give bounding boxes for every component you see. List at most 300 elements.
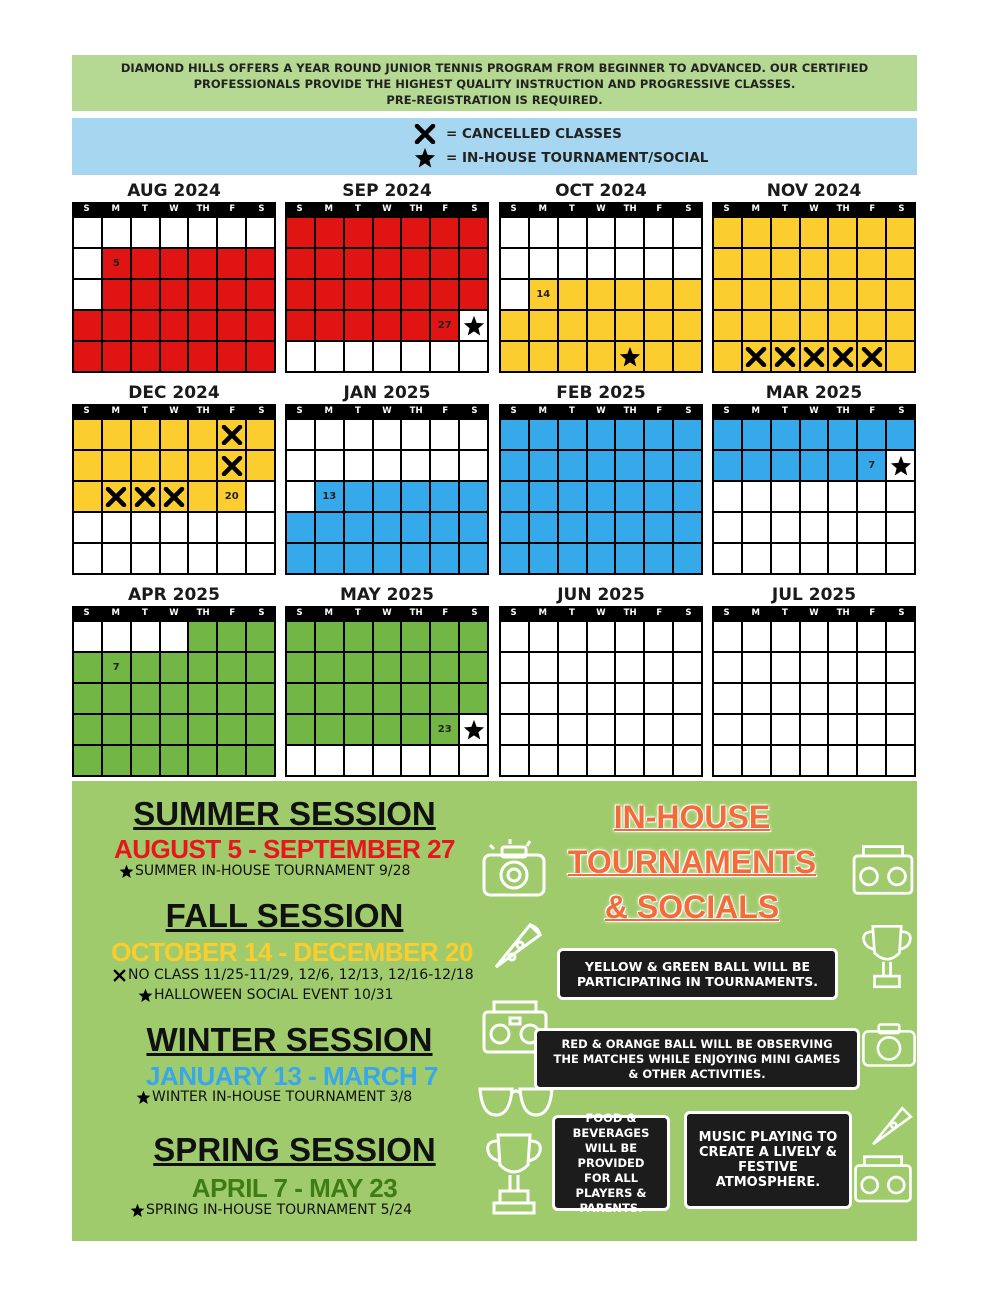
month-calendar bbox=[285, 584, 489, 777]
day-cell bbox=[616, 249, 645, 280]
day-cell bbox=[74, 420, 103, 451]
day-cell bbox=[530, 544, 559, 575]
day-cell bbox=[559, 513, 588, 544]
weekday-label: TH bbox=[409, 406, 423, 416]
day-cell bbox=[345, 684, 374, 715]
day-cell bbox=[402, 513, 431, 544]
day-cell bbox=[316, 420, 345, 451]
month-title: OCT 2024 bbox=[555, 181, 647, 201]
day-cell bbox=[345, 544, 374, 575]
day-cell bbox=[316, 653, 345, 684]
day-cell bbox=[287, 653, 316, 684]
x-mark-icon bbox=[134, 487, 156, 507]
day-cell bbox=[559, 451, 588, 482]
day-cell bbox=[316, 746, 345, 777]
day-cell bbox=[460, 684, 489, 715]
day-cell bbox=[431, 482, 460, 513]
day-cell bbox=[801, 513, 830, 544]
day-cell bbox=[616, 544, 645, 575]
weekday-label: F bbox=[869, 406, 876, 416]
boombox-icon bbox=[852, 1151, 914, 1205]
star-icon bbox=[117, 863, 135, 879]
weekday-label: S bbox=[258, 608, 265, 618]
day-cell bbox=[287, 746, 316, 777]
weekday-label: T bbox=[354, 406, 361, 416]
weekday-label: W bbox=[596, 406, 606, 416]
day-cell bbox=[402, 684, 431, 715]
weekday-label: TH bbox=[409, 608, 423, 618]
day-cell bbox=[588, 342, 617, 373]
spring-session-dates: APRIL 7 - MAY 23 bbox=[191, 1173, 398, 1203]
day-cell bbox=[616, 746, 645, 777]
day-cell bbox=[460, 715, 489, 746]
day-cell bbox=[132, 513, 161, 544]
day-cell bbox=[161, 684, 190, 715]
weekday-header bbox=[499, 606, 703, 620]
day-cell bbox=[772, 715, 801, 746]
weekday-label: TH bbox=[409, 204, 423, 214]
day-cell bbox=[829, 280, 858, 311]
day-number: 14 bbox=[536, 289, 551, 300]
day-cell bbox=[218, 715, 247, 746]
weekday-label: T bbox=[781, 608, 788, 618]
weekday-label: M bbox=[538, 204, 547, 214]
day-cell bbox=[501, 280, 530, 311]
day-cell bbox=[460, 513, 489, 544]
day-cell bbox=[103, 311, 132, 342]
day-cell bbox=[402, 218, 431, 249]
weekday-label: S bbox=[258, 204, 265, 214]
weekday-label: T bbox=[568, 608, 575, 618]
day-cell bbox=[74, 280, 103, 311]
day-cell bbox=[431, 653, 460, 684]
day-cell bbox=[714, 420, 743, 451]
day-cell bbox=[588, 544, 617, 575]
day-grid bbox=[499, 216, 703, 373]
day-cell bbox=[374, 451, 403, 482]
day-cell bbox=[616, 451, 645, 482]
day-number: 27 bbox=[437, 320, 452, 331]
month-title: SEP 2024 bbox=[342, 181, 432, 201]
winter-session-dates: JANUARY 13 - MARCH 7 bbox=[146, 1061, 438, 1091]
weekday-label: S bbox=[685, 204, 692, 214]
day-cell bbox=[858, 342, 887, 373]
day-cell bbox=[501, 482, 530, 513]
day-grid bbox=[499, 620, 703, 777]
day-cell bbox=[316, 218, 345, 249]
day-cell bbox=[103, 280, 132, 311]
weekday-label: S bbox=[510, 406, 517, 416]
x-mark-icon bbox=[803, 347, 825, 367]
day-cell bbox=[460, 653, 489, 684]
day-cell bbox=[316, 684, 345, 715]
day-cell bbox=[189, 746, 218, 777]
day-cell bbox=[287, 280, 316, 311]
day-cell bbox=[374, 622, 403, 653]
day-cell bbox=[674, 544, 703, 575]
day-cell bbox=[674, 622, 703, 653]
day-cell bbox=[801, 311, 830, 342]
day-cell bbox=[559, 653, 588, 684]
day-cell bbox=[887, 311, 916, 342]
weekday-label: W bbox=[382, 204, 392, 214]
day-cell bbox=[74, 622, 103, 653]
day-cell bbox=[530, 684, 559, 715]
day-cell bbox=[588, 249, 617, 280]
day-cell bbox=[132, 342, 161, 373]
day-cell bbox=[887, 746, 916, 777]
weekday-label: T bbox=[141, 608, 148, 618]
day-cell bbox=[829, 622, 858, 653]
pizza-icon bbox=[868, 1103, 916, 1151]
day-cell bbox=[287, 544, 316, 575]
day-cell bbox=[616, 420, 645, 451]
day-cell bbox=[287, 684, 316, 715]
day-cell bbox=[501, 218, 530, 249]
spring-session-title: SPRING SESSION bbox=[153, 1131, 436, 1168]
day-cell bbox=[460, 280, 489, 311]
day-cell bbox=[714, 249, 743, 280]
day-cell bbox=[431, 420, 460, 451]
day-cell bbox=[801, 218, 830, 249]
x-mark-icon bbox=[832, 347, 854, 367]
day-cell bbox=[189, 622, 218, 653]
day-cell bbox=[103, 218, 132, 249]
day-cell bbox=[559, 684, 588, 715]
day-cell bbox=[431, 249, 460, 280]
day-cell bbox=[674, 311, 703, 342]
day-cell bbox=[345, 420, 374, 451]
day-cell bbox=[132, 746, 161, 777]
day-cell bbox=[616, 342, 645, 373]
day-cell bbox=[132, 451, 161, 482]
day-cell bbox=[218, 420, 247, 451]
weekday-label: S bbox=[471, 406, 478, 416]
legend-tournament-label: = IN-HOUSE TOURNAMENT/SOCIAL bbox=[446, 150, 709, 166]
day-cell bbox=[247, 746, 276, 777]
day-cell bbox=[247, 684, 276, 715]
day-cell bbox=[801, 482, 830, 513]
day-cell bbox=[374, 342, 403, 373]
day-cell bbox=[714, 342, 743, 373]
day-cell bbox=[74, 684, 103, 715]
day-cell bbox=[345, 482, 374, 513]
day-cell bbox=[559, 715, 588, 746]
weekday-label: T bbox=[781, 204, 788, 214]
day-cell bbox=[247, 342, 276, 373]
day-cell bbox=[714, 218, 743, 249]
day-cell bbox=[829, 420, 858, 451]
day-cell bbox=[161, 311, 190, 342]
day-cell bbox=[345, 513, 374, 544]
day-cell bbox=[829, 249, 858, 280]
info-box-observers: RED & ORANGE BALL WILL BE OBSERVING THE MATCHES WHILE ENJOYING MINI GAMES & OTHER ACTIVITIES. bbox=[534, 1028, 860, 1090]
intro-line-3: PRE-REGISTRATION IS REQUIRED. bbox=[386, 93, 603, 107]
spring-note: SPRING IN-HOUSE TOURNAMENT 5/24 bbox=[128, 1202, 412, 1218]
program-intro bbox=[72, 55, 917, 111]
weekday-label: T bbox=[568, 406, 575, 416]
day-cell bbox=[374, 218, 403, 249]
day-cell bbox=[218, 451, 247, 482]
weekday-header bbox=[712, 404, 916, 418]
weekday-header bbox=[72, 202, 276, 216]
day-cell bbox=[189, 249, 218, 280]
day-cell bbox=[161, 218, 190, 249]
inhouse-heading bbox=[542, 795, 842, 930]
day-cell bbox=[559, 746, 588, 777]
info-box-tournament-players: YELLOW & GREEN BALL WILL BE PARTICIPATING IN TOURNAMENTS. bbox=[557, 948, 838, 1000]
day-cell bbox=[316, 482, 345, 513]
day-cell bbox=[132, 653, 161, 684]
day-cell bbox=[132, 311, 161, 342]
x-mark-icon bbox=[412, 123, 438, 145]
weekday-label: S bbox=[685, 608, 692, 618]
legend-tournament bbox=[412, 147, 708, 169]
day-cell bbox=[772, 684, 801, 715]
day-cell bbox=[460, 451, 489, 482]
day-cell bbox=[345, 342, 374, 373]
day-cell bbox=[402, 249, 431, 280]
day-cell bbox=[530, 746, 559, 777]
day-cell bbox=[674, 218, 703, 249]
star-icon bbox=[412, 147, 438, 169]
day-cell bbox=[218, 746, 247, 777]
day-grid bbox=[72, 418, 276, 575]
day-cell bbox=[887, 420, 916, 451]
day-grid bbox=[499, 418, 703, 575]
day-cell bbox=[829, 513, 858, 544]
day-cell bbox=[345, 746, 374, 777]
day-cell bbox=[287, 451, 316, 482]
day-cell bbox=[858, 218, 887, 249]
x-mark-icon bbox=[221, 425, 243, 445]
weekday-label: S bbox=[258, 406, 265, 416]
x-mark-icon bbox=[861, 347, 883, 367]
day-cell bbox=[829, 746, 858, 777]
day-cell bbox=[431, 451, 460, 482]
day-cell bbox=[588, 653, 617, 684]
weekday-label: S bbox=[83, 608, 90, 618]
day-cell bbox=[218, 544, 247, 575]
star-icon bbox=[619, 346, 641, 368]
day-cell bbox=[801, 653, 830, 684]
day-cell bbox=[374, 746, 403, 777]
day-cell bbox=[801, 544, 830, 575]
day-cell bbox=[161, 342, 190, 373]
day-cell bbox=[402, 544, 431, 575]
weekday-header bbox=[499, 202, 703, 216]
inhouse-heading-line-2: TOURNAMENTS bbox=[567, 844, 817, 880]
day-cell bbox=[74, 746, 103, 777]
weekday-label: F bbox=[656, 204, 663, 214]
day-cell bbox=[161, 451, 190, 482]
month-title: MAR 2025 bbox=[765, 383, 863, 403]
day-cell bbox=[559, 342, 588, 373]
day-cell bbox=[829, 342, 858, 373]
day-cell bbox=[501, 622, 530, 653]
weekday-label: S bbox=[723, 204, 730, 214]
day-cell bbox=[316, 342, 345, 373]
day-cell bbox=[218, 684, 247, 715]
day-cell bbox=[645, 544, 674, 575]
day-cell bbox=[829, 311, 858, 342]
weekday-header bbox=[285, 404, 489, 418]
day-cell bbox=[247, 249, 276, 280]
day-cell bbox=[829, 451, 858, 482]
weekday-header bbox=[712, 606, 916, 620]
day-cell bbox=[743, 746, 772, 777]
day-cell bbox=[161, 513, 190, 544]
weekday-label: S bbox=[510, 608, 517, 618]
day-cell bbox=[743, 715, 772, 746]
weekday-label: W bbox=[809, 608, 819, 618]
star-icon bbox=[134, 1089, 152, 1105]
day-cell bbox=[530, 451, 559, 482]
day-cell bbox=[772, 513, 801, 544]
day-cell bbox=[374, 513, 403, 544]
star-icon bbox=[463, 719, 485, 741]
day-cell bbox=[616, 622, 645, 653]
fall-note-halloween: HALLOWEEN SOCIAL EVENT 10/31 bbox=[136, 987, 393, 1003]
day-cell bbox=[132, 715, 161, 746]
day-cell bbox=[501, 684, 530, 715]
day-cell bbox=[316, 311, 345, 342]
day-cell bbox=[616, 684, 645, 715]
day-cell bbox=[559, 544, 588, 575]
day-cell bbox=[74, 482, 103, 513]
day-cell bbox=[431, 715, 460, 746]
day-cell bbox=[374, 653, 403, 684]
day-cell bbox=[714, 684, 743, 715]
day-cell bbox=[74, 544, 103, 575]
day-cell bbox=[501, 311, 530, 342]
day-cell bbox=[501, 544, 530, 575]
day-cell bbox=[287, 218, 316, 249]
day-cell bbox=[858, 746, 887, 777]
day-cell bbox=[743, 544, 772, 575]
day-cell bbox=[189, 342, 218, 373]
legend-cancelled-label: = CANCELLED CLASSES bbox=[446, 126, 622, 142]
month-calendar bbox=[72, 584, 276, 777]
day-cell bbox=[374, 311, 403, 342]
day-cell bbox=[402, 420, 431, 451]
day-cell bbox=[402, 280, 431, 311]
day-grid bbox=[72, 216, 276, 373]
x-mark-icon bbox=[163, 487, 185, 507]
day-cell bbox=[103, 684, 132, 715]
intro-line-2: PROFESSIONALS PROVIDE THE HIGHEST QUALITY INSTRUCTION AND PROGRESSIVE CLASSES. bbox=[193, 77, 796, 91]
day-cell bbox=[345, 451, 374, 482]
weekday-label: M bbox=[324, 406, 333, 416]
day-cell bbox=[431, 513, 460, 544]
weekday-label: F bbox=[229, 204, 236, 214]
day-cell bbox=[103, 544, 132, 575]
weekday-label: TH bbox=[836, 406, 850, 416]
day-cell bbox=[616, 311, 645, 342]
day-cell bbox=[743, 342, 772, 373]
day-cell bbox=[247, 218, 276, 249]
weekday-label: T bbox=[141, 406, 148, 416]
day-cell bbox=[858, 451, 887, 482]
day-cell bbox=[772, 218, 801, 249]
day-number: 7 bbox=[868, 460, 876, 471]
day-cell bbox=[460, 311, 489, 342]
weekday-label: F bbox=[656, 608, 663, 618]
day-cell bbox=[161, 280, 190, 311]
day-cell bbox=[132, 218, 161, 249]
weekday-label: T bbox=[141, 204, 148, 214]
day-cell bbox=[345, 249, 374, 280]
day-cell bbox=[374, 280, 403, 311]
weekday-label: T bbox=[354, 204, 361, 214]
day-cell bbox=[858, 622, 887, 653]
day-cell bbox=[772, 420, 801, 451]
day-cell bbox=[829, 482, 858, 513]
day-cell bbox=[218, 653, 247, 684]
month-calendar bbox=[499, 180, 703, 373]
weekday-label: M bbox=[751, 608, 760, 618]
day-cell bbox=[460, 420, 489, 451]
weekday-label: F bbox=[442, 608, 449, 618]
weekday-label: W bbox=[596, 608, 606, 618]
day-cell bbox=[645, 218, 674, 249]
month-title: NOV 2024 bbox=[766, 181, 862, 201]
month-title: JAN 2025 bbox=[343, 383, 431, 403]
day-cell bbox=[247, 280, 276, 311]
weekday-label: S bbox=[898, 204, 905, 214]
day-cell bbox=[345, 715, 374, 746]
day-cell bbox=[345, 311, 374, 342]
day-cell bbox=[743, 653, 772, 684]
weekday-label: S bbox=[898, 608, 905, 618]
day-cell bbox=[674, 684, 703, 715]
day-cell bbox=[74, 249, 103, 280]
day-cell bbox=[189, 653, 218, 684]
day-cell bbox=[501, 451, 530, 482]
day-cell bbox=[858, 420, 887, 451]
day-cell bbox=[616, 653, 645, 684]
x-mark-icon bbox=[110, 967, 128, 983]
weekday-header bbox=[285, 606, 489, 620]
day-cell bbox=[460, 622, 489, 653]
day-cell bbox=[714, 622, 743, 653]
day-cell bbox=[714, 544, 743, 575]
weekday-label: S bbox=[471, 608, 478, 618]
month-title: DEC 2024 bbox=[128, 383, 220, 403]
weekday-label: F bbox=[442, 406, 449, 416]
weekday-label: M bbox=[111, 608, 120, 618]
inhouse-heading-line-1: IN-HOUSE bbox=[613, 799, 771, 835]
month-title: APR 2025 bbox=[128, 585, 220, 605]
day-cell bbox=[588, 280, 617, 311]
day-cell bbox=[247, 544, 276, 575]
day-cell bbox=[674, 482, 703, 513]
day-cell bbox=[772, 544, 801, 575]
day-cell bbox=[714, 280, 743, 311]
day-cell bbox=[530, 249, 559, 280]
summer-session-title: SUMMER SESSION bbox=[133, 795, 436, 832]
day-cell bbox=[674, 746, 703, 777]
day-cell bbox=[287, 482, 316, 513]
camera-icon bbox=[480, 839, 548, 903]
day-cell bbox=[132, 622, 161, 653]
day-cell bbox=[132, 482, 161, 513]
star-icon bbox=[463, 315, 485, 337]
weekday-label: S bbox=[83, 204, 90, 214]
day-cell bbox=[559, 482, 588, 513]
day-cell bbox=[559, 420, 588, 451]
day-cell bbox=[887, 622, 916, 653]
